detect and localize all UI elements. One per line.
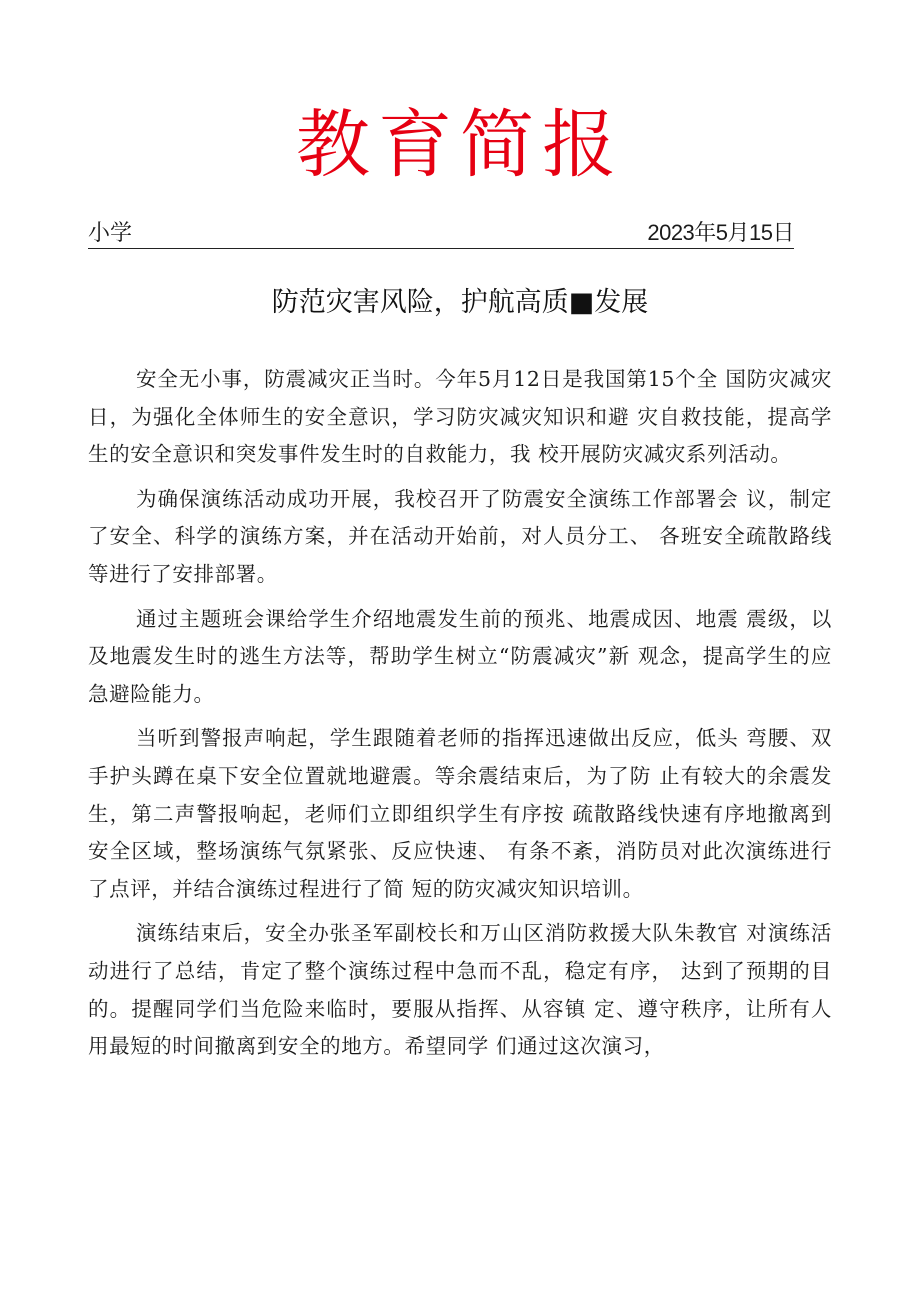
article-paragraph: 安全无小事，防震减灾正当时。今年5月12日是我国第15个全 国防灾减灾日，为强化全体师生的安全意识，学习防灾减灾知识和避 灾自救技能，提高学生的安全意识和突发事件发生时的自救能力，我 校开展防灾减灾系列活动。 xyxy=(88,367,832,467)
article-headline: 防范灾害风险，护航高质■发展 xyxy=(271,287,649,318)
article-paragraph: 当听到警报声响起，学生跟随着老师的指挥迅速做出反应，低头 弯腰、双手护头蹲在桌下安全位置就地避震。等余震结束后，为了防 止有较大的余震发生，第二声警报响起，老师们立即组织学生有序按 疏散路线快速有序地撤离到安全区域，整场演练气氛紧张、反应快速、 有条不紊，消防员对此次演练进行了点评，并结合演练过程进行了简 短的防灾减灾知识培训。 xyxy=(88,726,832,901)
article-body xyxy=(88,361,832,1073)
school-name: 小学 xyxy=(88,220,133,245)
article-paragraph: 通过主题班会课给学生介绍地震发生前的预兆、地震成因、地震 震级，以及地震发生时的逃生方法等，帮助学生树立“防震减灾”新 观念，提高学生的应急避险能力。 xyxy=(88,606,832,706)
masthead-title: 教育简报 xyxy=(296,102,624,188)
article-paragraph: 演练结束后，安全办张圣军副校长和万山区消防救援大队朱教官 对演练活动进行了总结，肯定了整个演练过程中急而不乱，稳定有序， 达到了预期的目的。提醒同学们当危险来临时，要服从指挥、从容镇 定、遵守秩序，让所有人用最短的时间撤离到安全的地方。希望同学 们通过这次演习， xyxy=(88,921,832,1059)
article-paragraph: 为确保演练活动成功开展，我校召开了防震安全演练工作部署会 议，制定了安全、科学的演练方案，并在活动开始前，对人员分工、 各班安全疏散路线等进行了安排部署。 xyxy=(88,486,832,586)
issue-date: 2023年5月15日 xyxy=(647,220,794,245)
info-bar xyxy=(88,218,794,249)
